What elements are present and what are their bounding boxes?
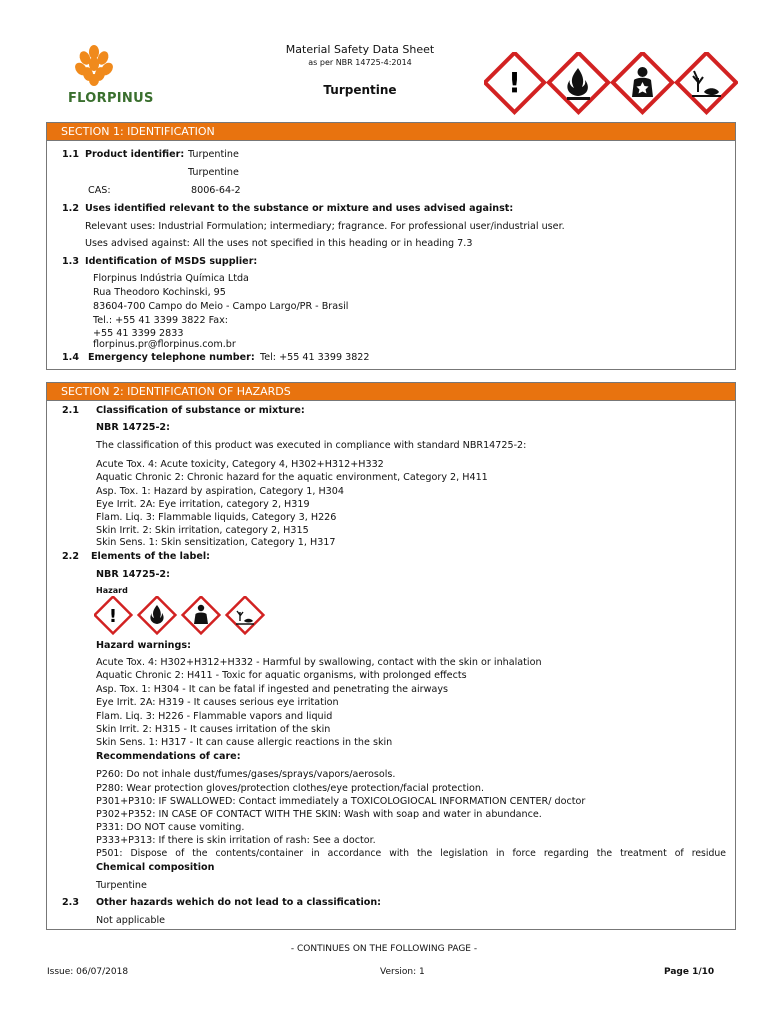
classification-item: Acute Tox. 4: Acute toxicity, Category 4, H302+H312+H332	[96, 459, 384, 470]
nbr-label: NBR 14725-2:	[96, 422, 170, 433]
environment-icon	[677, 53, 736, 112]
health-hazard-icon	[613, 53, 672, 112]
product-name-secondary: Turpentine	[188, 167, 239, 178]
section-1-header: SECTION 1: IDENTIFICATION	[47, 123, 735, 141]
classification-item: Skin Sens. 1: Skin sensitization, Category 1, H317	[96, 537, 336, 548]
item-number: 2.1	[62, 405, 79, 416]
flame-icon	[139, 597, 176, 634]
care-item: P301+P310: IF SWALLOWED: Contact immediately a TOXICOLOGIOCAL INFORMATION CENTER/ doctor	[96, 796, 586, 807]
chemical-composition-title: Chemical composition	[96, 862, 215, 873]
item-number: 1.4	[62, 352, 79, 363]
item-number: 2.2	[62, 551, 79, 562]
continues-note: - CONTINUES ON THE FOLLOWING PAGE -	[290, 944, 478, 954]
hazard-warning: Asp. Tox. 1: H304 - It can be fatal if ingested and penetrating the airways	[96, 684, 449, 695]
hazard-warning: Flam. Liq. 3: H226 - Flammable vapors and liquid	[96, 711, 333, 722]
version: Version: 1	[380, 967, 425, 977]
environment-icon	[227, 597, 264, 634]
document-title: Material Safety Data Sheet	[285, 43, 435, 56]
relevant-uses: Relevant uses: Industrial Formulation; intermediary; fragrance. For professional user/industrial user.	[85, 221, 565, 232]
cas-label: CAS:	[88, 185, 111, 196]
care-item: P280: Wear protection gloves/protection clothes/eye protection/facial protection.	[96, 783, 485, 794]
supplier-line: Rua Theodoro Kochinski, 95	[93, 287, 226, 298]
hazard-warnings-title: Hazard warnings:	[96, 640, 191, 651]
classification-item: Flam. Liq. 3: Flammable liquids, Category 3, H226	[96, 512, 337, 523]
product-identifier-value: Turpentine	[188, 149, 239, 160]
brand-name: FLORPINUS	[68, 91, 154, 106]
hazard-warning: Skin Irrit. 2: H315 - It causes irritation of the skin	[96, 724, 331, 735]
ghs-pictograms-label	[94, 596, 286, 636]
supplier-line: Florpinus Indústria Química Ltda	[93, 273, 249, 284]
classification-intro: The classification of this product was executed in compliance with standard NBR14725-2:	[96, 440, 527, 451]
emergency-label: Emergency telephone number:	[88, 352, 255, 363]
issue-date: Issue: 06/07/2018	[47, 967, 129, 977]
supplier-line: Tel.: +55 41 3399 3822 Fax:	[93, 315, 229, 326]
classification-item: Eye Irrit. 2A: Eye irritation, category 2, H319	[96, 499, 310, 510]
pine-cone-icon	[64, 44, 124, 92]
exclamation-icon	[95, 597, 132, 634]
classification-item: Skin Irrit. 2: Skin irritation, category 2, H315	[96, 525, 309, 536]
hazard-warning: Aquatic Chronic 2: H411 - Toxic for aquatic organisms, with prolonged effects	[96, 670, 467, 681]
classification-item: Asp. Tox. 1: Hazard by aspiration, Category 1, H304	[96, 486, 344, 497]
hazard-warning: Acute Tox. 4: H302+H312+H332 - Harmful by swallowing, contact with the skin or inhalation	[96, 657, 542, 668]
care-item: P331: DO NOT cause vomiting.	[96, 822, 245, 833]
flame-icon	[549, 53, 608, 112]
uses-title: Uses identified relevant to the substance or mixture and uses advised against:	[85, 203, 514, 214]
care-item: P302+P352: IN CASE OF CONTACT WITH THE SKIN: Wash with soap and water in abundance.	[96, 809, 542, 820]
supplier-line: +55 41 3399 2833	[93, 328, 184, 339]
care-item: P333+P313: If there is skin irritation of rash: See a doctor.	[96, 835, 376, 846]
supplier-email[interactable]: florpinus.pr@florpinus.com.br	[93, 339, 236, 350]
document-standard: as per NBR 14725-4:2014	[308, 58, 412, 67]
other-hazards-value: Not applicable	[96, 915, 166, 926]
item-number: 1.2	[62, 203, 79, 214]
svg-text:!: !	[108, 606, 118, 627]
care-title: Recommendations of care:	[96, 751, 241, 762]
cas-value: 8006-64-2	[191, 185, 241, 196]
care-item: P260: Do not inhale dust/fumes/gases/sprays/vapors/aerosols.	[96, 769, 396, 780]
classification-item: Aquatic Chronic 2: Chronic hazard for the aquatic environment, Category 2, H411	[96, 472, 488, 483]
other-hazards-title: Other hazards wehich do not lead to a classification:	[96, 897, 382, 908]
emergency-value: Tel: +55 41 3399 3822	[260, 352, 370, 363]
ghs-pictograms-header	[484, 52, 738, 118]
nbr-label: NBR 14725-2:	[96, 569, 170, 580]
item-number: 1.3	[62, 256, 79, 267]
hazard-warning: Skin Sens. 1: H317 - It can cause allergic reactions in the skin	[96, 737, 393, 748]
care-item: P501: Dispose of the contents/container in accordance with the legislation in force regarding the treatment of residue	[96, 848, 726, 859]
supplier-title: Identification of MSDS supplier:	[85, 256, 258, 267]
item-number: 2.3	[62, 897, 79, 908]
classification-title: Classification of substance or mixture:	[96, 405, 305, 416]
exclamation-icon	[485, 53, 544, 112]
section-2-header: SECTION 2: IDENTIFICATION OF HAZARDS	[47, 383, 735, 401]
chemical-composition-value: Turpentine	[96, 880, 147, 891]
product-identifier-label: Product identifier:	[85, 149, 185, 160]
label-elements-title: Elements of the label:	[91, 551, 210, 562]
item-number: 1.1	[62, 149, 79, 160]
hazard-warning: Eye Irrit. 2A: H319 - It causes serious eye irritation	[96, 697, 339, 708]
svg-text:!: !	[508, 66, 521, 99]
page-number: Page 1/10	[664, 967, 715, 977]
health-hazard-icon	[183, 597, 220, 634]
product-title: Turpentine	[323, 83, 397, 97]
supplier-line: 83604-700 Campo do Meio - Campo Largo/PR - Brasil	[93, 301, 349, 312]
signal-word: Hazard	[96, 586, 128, 595]
uses-advised-against: Uses advised against: All the uses not specified in this heading or in heading 7.3	[85, 238, 473, 249]
